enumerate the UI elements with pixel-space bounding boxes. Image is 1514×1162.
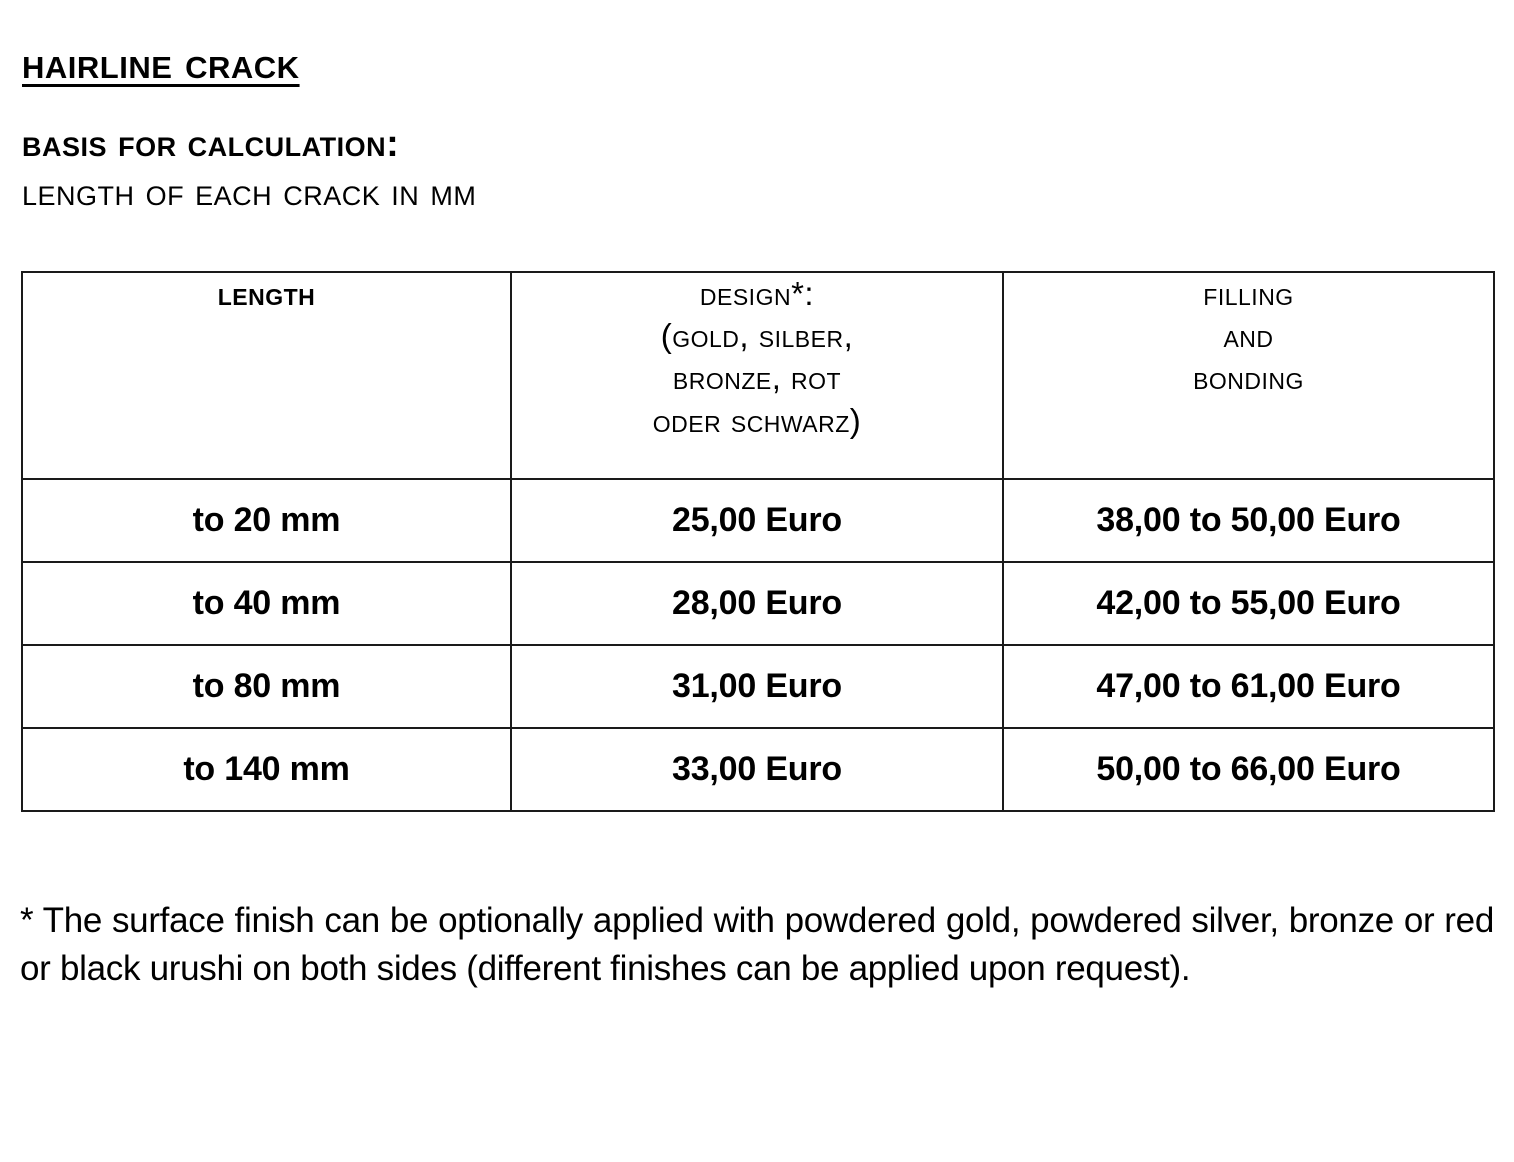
cell-length: to 20 mm (22, 479, 511, 562)
table-row (22, 479, 1494, 562)
column-header-design-line-4: oder schwarz) (652, 401, 862, 439)
pricing-table (21, 271, 1495, 812)
table-header-row (22, 272, 1494, 479)
cell-design-price: 31,00 Euro (511, 645, 1003, 728)
cell-design-price: 28,00 Euro (511, 562, 1003, 645)
column-header-design-line-1: design*: (699, 275, 815, 312)
column-header-filling-line-1: filling (1203, 275, 1294, 312)
table-row (22, 645, 1494, 728)
table-header (22, 272, 1494, 479)
table-row (22, 562, 1494, 645)
column-header-filling-line-2: and (1223, 317, 1274, 355)
cell-filling-price: 47,00 to 61,00 Euro (1003, 645, 1494, 728)
cell-filling-price: 50,00 to 66,00 Euro (1003, 728, 1494, 811)
cell-length: to 80 mm (22, 645, 511, 728)
calculation-basis-heading: basis for calculation: (22, 123, 400, 165)
page-title: hairline crack (22, 39, 300, 89)
footnote-text: * The surface finish can be optionally applied with powdered gold, powdered silver, bronze or red or black urushi on both sides (different finishes can be applied upon request). (20, 901, 1494, 988)
table-body (22, 479, 1494, 811)
cell-length: to 140 mm (22, 728, 511, 811)
calculation-basis-description: length of each crack in mm (22, 171, 477, 214)
column-header-design-line-2: (gold, silber, (660, 317, 854, 355)
column-header-length (22, 272, 511, 479)
table-row (22, 728, 1494, 811)
cell-design-price: 25,00 Euro (511, 479, 1003, 562)
column-header-length-label: length (217, 275, 316, 312)
column-header-filling (1003, 272, 1494, 479)
cell-filling-price: 42,00 to 55,00 Euro (1003, 562, 1494, 645)
column-header-design (511, 272, 1003, 479)
cell-filling-price: 38,00 to 50,00 Euro (1003, 479, 1494, 562)
cell-length: to 40 mm (22, 562, 511, 645)
cell-design-price: 33,00 Euro (511, 728, 1003, 811)
column-header-filling-line-3: bonding (1193, 359, 1304, 397)
column-header-design-line-3: bronze, rot (672, 359, 842, 397)
subtitle-block (22, 122, 476, 216)
